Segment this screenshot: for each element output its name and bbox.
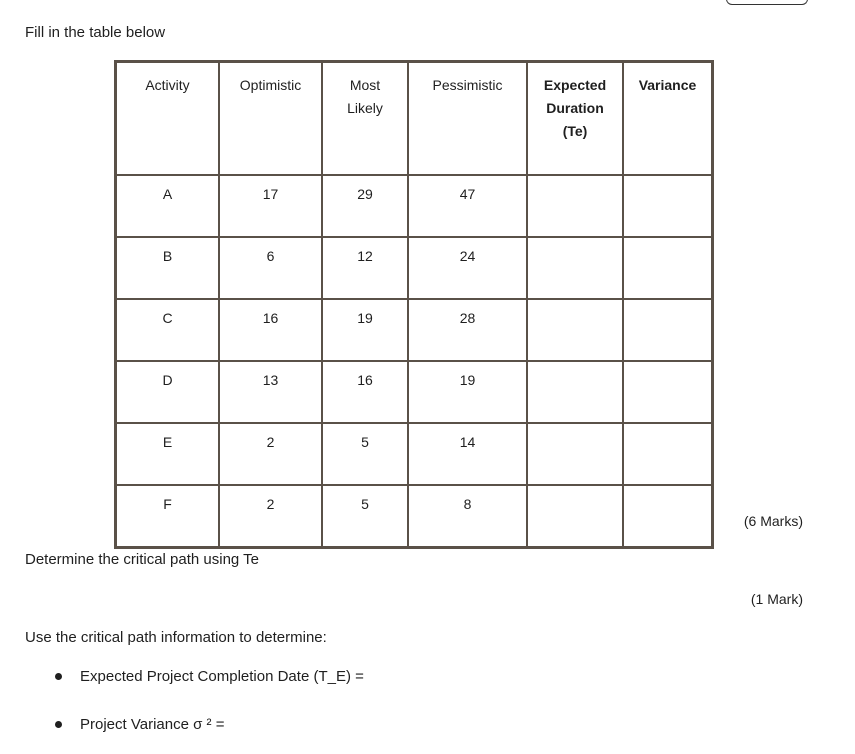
cell-activity: A (116, 175, 220, 237)
cell-most-likely: 29 (322, 175, 408, 237)
header-pessimistic (408, 62, 527, 176)
table-row (116, 299, 713, 361)
use-info-prompt: Use the critical path information to determine: (25, 629, 327, 646)
cell-activity: B (116, 237, 220, 299)
cell-variance[interactable] (623, 485, 713, 548)
header-activity (116, 62, 220, 176)
cell-optimistic: 16 (219, 299, 322, 361)
table-row (116, 361, 713, 423)
bullet-completion-date-text: Expected Project Completion Date (T_E) = (80, 668, 364, 685)
bullet-project-variance-text: Project Variance σ ² = (80, 716, 225, 733)
header-expected-duration (527, 62, 623, 176)
header-duration-label: Duration (546, 100, 604, 116)
cell-most-likely: 5 (322, 423, 408, 485)
previous-page-bracket (726, 0, 808, 5)
table-row (116, 423, 713, 485)
cell-variance[interactable] (623, 423, 713, 485)
bullet-completion-date (55, 668, 364, 685)
cell-optimistic: 17 (219, 175, 322, 237)
cell-expected-duration[interactable] (527, 237, 623, 299)
header-expected-label: Expected (543, 77, 607, 93)
cell-optimistic: 6 (219, 237, 322, 299)
header-variance (623, 62, 713, 176)
cell-variance[interactable] (623, 175, 713, 237)
pert-table-container (114, 60, 714, 512)
cell-pessimistic: 24 (408, 237, 527, 299)
header-activity-label: Activity (145, 77, 190, 93)
header-most-label: Most (349, 77, 381, 93)
header-most-likely (322, 62, 408, 176)
cell-expected-duration[interactable] (527, 423, 623, 485)
cell-expected-duration[interactable] (527, 175, 623, 237)
bullet-project-variance (55, 716, 224, 733)
table-instruction: Fill in the table below (25, 24, 166, 41)
cell-activity: C (116, 299, 220, 361)
cell-activity: F (116, 485, 220, 548)
cell-variance[interactable] (623, 361, 713, 423)
cell-activity: D (116, 361, 220, 423)
header-likely-label: Likely (347, 100, 383, 116)
cell-pessimistic: 14 (408, 423, 527, 485)
cell-activity: E (116, 423, 220, 485)
cell-pessimistic: 19 (408, 361, 527, 423)
bullet-dot-icon (55, 721, 62, 728)
table-row (116, 237, 713, 299)
cell-expected-duration[interactable] (527, 299, 623, 361)
cell-most-likely: 19 (322, 299, 408, 361)
table-row (116, 485, 713, 548)
cell-most-likely: 5 (322, 485, 408, 548)
header-te-label: (Te) (562, 123, 588, 139)
header-pessimistic-label: Pessimistic (432, 77, 503, 93)
cell-optimistic: 13 (219, 361, 322, 423)
header-optimistic-label: Optimistic (239, 77, 302, 93)
marks-critical-label: (1 Mark) (750, 591, 803, 607)
cell-expected-duration[interactable] (527, 485, 623, 548)
cell-pessimistic: 8 (408, 485, 527, 548)
cell-most-likely: 12 (322, 237, 408, 299)
cell-optimistic: 2 (219, 485, 322, 548)
cell-pessimistic: 47 (408, 175, 527, 237)
cell-most-likely: 16 (322, 361, 408, 423)
cell-expected-duration[interactable] (527, 361, 623, 423)
table-header-row (116, 62, 713, 176)
marks-table-label: (6 Marks) (743, 513, 803, 529)
bullet-dot-icon (55, 673, 62, 680)
cell-variance[interactable] (623, 299, 713, 361)
header-optimistic (219, 62, 322, 176)
cell-variance[interactable] (623, 237, 713, 299)
pert-table (114, 60, 714, 549)
critical-path-prompt: Determine the critical path using Te (25, 551, 260, 568)
header-variance-label: Variance (638, 77, 697, 93)
cell-pessimistic: 28 (408, 299, 527, 361)
table-row (116, 175, 713, 237)
cell-optimistic: 2 (219, 423, 322, 485)
